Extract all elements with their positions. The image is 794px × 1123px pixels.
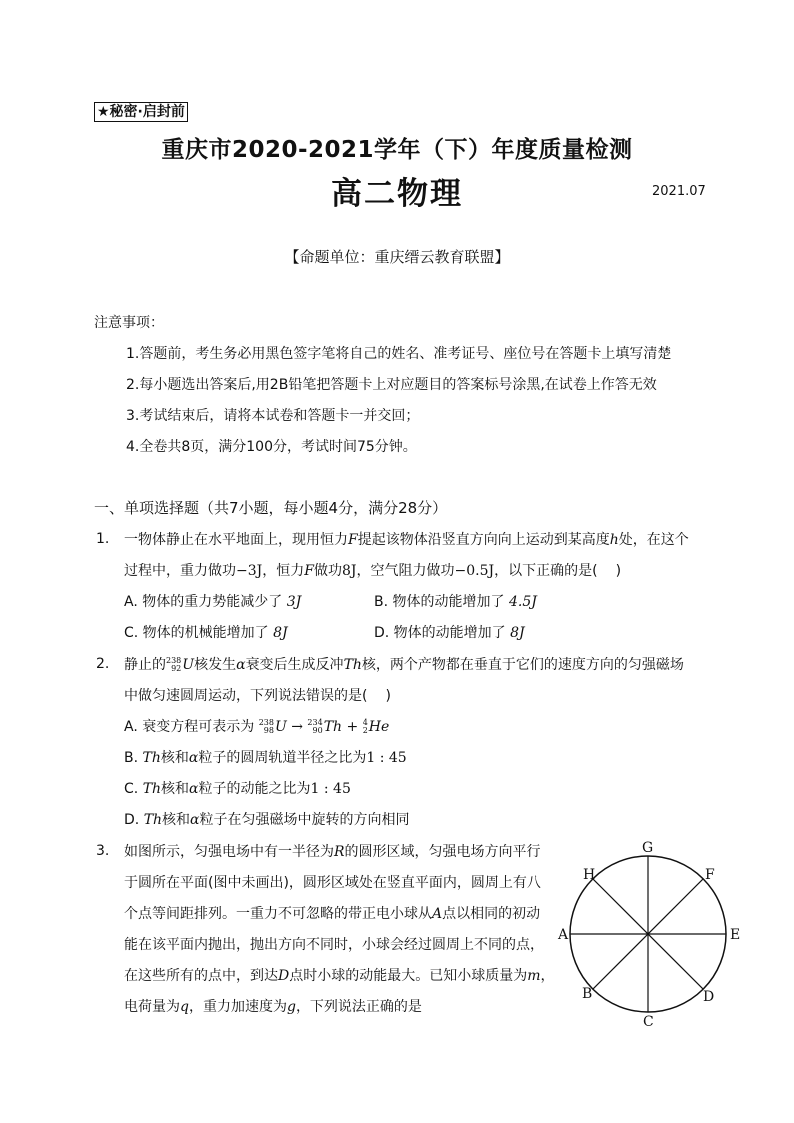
notice-title: 注意事项： (94, 315, 164, 331)
var-h: h (609, 532, 619, 548)
label-b: B (582, 986, 593, 1002)
text: 在这些所有的点中，到达 (124, 968, 278, 984)
label-c: C (643, 1014, 654, 1030)
charge-number: 92 (171, 664, 182, 673)
text: 静止的 (124, 657, 166, 673)
var-m: m (527, 968, 541, 984)
question-2-line-2 (124, 685, 391, 705)
symbol-Th: Th (343, 657, 362, 673)
exam-title: 重庆市2020-2021学年（下）年度质量检测 (161, 137, 633, 163)
text: 个点等间距排列。一重力不可忽略的带正电小球从 (124, 906, 432, 922)
option-b[interactable] (374, 591, 537, 611)
arrow: → (291, 719, 303, 735)
notice-item: 3.考试结束后，请将本试卷和答题卡一并交回； (126, 408, 420, 424)
var-F: F (348, 532, 358, 548)
isotope-index (259, 719, 274, 735)
option-c[interactable] (124, 778, 351, 798)
option-d[interactable] (124, 809, 410, 829)
var-g: g (286, 999, 296, 1015)
text: 处，在这个 (618, 532, 689, 548)
question-3-line-3 (124, 903, 540, 923)
option-label: D. 物体的动能增加了 (374, 625, 506, 641)
question-number: 3. (96, 843, 110, 859)
symbol-Th: Th (143, 812, 163, 828)
option-label: A. 物体的重力势能减少了 (124, 594, 283, 610)
text: 衰变后生成反冲 (245, 657, 344, 673)
exam-date: 2021.07 (652, 184, 706, 199)
circle-diagram (550, 838, 750, 1033)
question-3-line-2: 于圆所在平面(图中未画出)，圆形区域处在竖直平面内，圆周上有八 (124, 875, 541, 891)
text: 中做匀速圆周运动，下列说法错误的是( (124, 688, 368, 704)
symbol-alpha: α (236, 657, 246, 673)
symbol-U: U (182, 657, 195, 673)
text: 粒子的动能之比为 (198, 781, 311, 797)
label-e: E (730, 927, 741, 943)
subject-title: 高二物理 (331, 176, 463, 212)
ratio: 1 : 45 (366, 750, 407, 766)
question-number: 2. (96, 656, 110, 672)
question-3-line-6 (124, 996, 422, 1016)
option-value: 8J (273, 625, 288, 641)
option-label: B. (124, 750, 139, 766)
notice-item: 1.答题前，考生务必用黑色签字笔将自己的姓名、准考证号、座位号在答题卡上填写清楚 (126, 346, 672, 362)
mass-number: 238 (166, 656, 182, 665)
text: ，空气阻力做功 (356, 563, 455, 579)
symbol-alpha: α (188, 750, 199, 766)
text: 核发生 (194, 657, 237, 673)
question-3-line-5 (124, 965, 555, 985)
notice-item: 4.全卷共8页，满分100分，考试时间75分钟。 (126, 439, 417, 455)
option-label: D. (124, 812, 140, 828)
option-label: B. 物体的动能增加了 (374, 594, 505, 610)
text: 核和 (161, 781, 190, 797)
mass-number: 234 (307, 718, 323, 727)
option-value: 3J (286, 594, 302, 610)
text: 核，两个产物都在垂直于它们的速度方向的匀强磁场 (361, 657, 684, 673)
text: 核和 (162, 812, 191, 828)
plus: + (346, 719, 359, 735)
symbol-alpha: α (189, 781, 199, 797)
text: 粒子在匀强磁场中旋转的方向相同 (199, 812, 410, 828)
symbol-alpha: α (190, 812, 200, 828)
isotope-index (363, 719, 368, 735)
symbol-Th: Th (142, 750, 161, 766)
question-1-line-2 (124, 560, 621, 580)
text: ) (615, 563, 622, 579)
option-d[interactable] (374, 622, 525, 642)
question-3-line-4: 能在该平面内抛出，抛出方向不同时，小球会经过圆周上不同的点， (124, 937, 544, 953)
symbol-U: U (274, 719, 287, 735)
symbol-Th: Th (142, 781, 162, 797)
question-1-line-1 (124, 529, 689, 549)
text: 一物体静止在水平地面上，现用恒力 (124, 532, 348, 548)
question-number: 1. (96, 531, 110, 547)
symbol-He: He (368, 719, 390, 735)
ratio: 1 : 45 (310, 781, 351, 797)
isotope-index (166, 657, 181, 673)
text: ，重力加速度为 (188, 999, 287, 1015)
text: ，恒力 (262, 563, 305, 579)
label-d: D (703, 989, 715, 1005)
option-label: A. 衰变方程可表示为 (124, 719, 255, 735)
label-h: H (583, 867, 596, 883)
text: 如图所示，匀强电场中有一半径为 (124, 844, 334, 860)
text: 电荷量为 (124, 999, 180, 1015)
mass-number: 4 (362, 718, 368, 727)
question-3-line-1 (124, 841, 541, 861)
text: 提起该物体沿竖直方向向上运动到某高度 (357, 532, 610, 548)
text: 粒子的圆周轨道半径之比为 (198, 750, 367, 766)
author-unit: 【命题单位：重庆缙云教育联盟】 (284, 248, 510, 266)
charge-number: 2 (362, 726, 368, 735)
charge-number: 90 (312, 726, 323, 735)
text: ， (540, 968, 555, 984)
text: 点时小球的动能最大。已知小球质量为 (289, 968, 528, 984)
label-f: F (705, 867, 715, 883)
text: 点以相同的初动 (442, 906, 541, 922)
var-F: F (304, 563, 314, 579)
section-title: 一、单项选择题（共7小题，每小题4分，满分28分） (94, 499, 448, 517)
text: 的圆形区域，匀强电场方向平行 (344, 844, 541, 860)
option-label: C. 物体的机械能增加了 (124, 625, 269, 641)
isotope-index (307, 719, 322, 735)
text: ，下列说法正确的是 (295, 999, 422, 1015)
notice-item: 2.每小题选出答案后,用2B铅笔把答题卡上对应题目的答案标号涂黑,在试卷上作答无效 (126, 377, 657, 393)
option-a[interactable] (124, 716, 389, 736)
text: ) (385, 688, 391, 704)
question-2-line-1 (124, 654, 684, 674)
option-value: 4.5J (508, 594, 537, 610)
option-c[interactable] (124, 622, 288, 642)
option-value: 8J (510, 625, 525, 641)
charge-number: 98 (263, 726, 274, 735)
var-q: q (180, 999, 189, 1015)
option-b[interactable] (124, 747, 407, 767)
value-air-work: −0.5J (454, 563, 495, 579)
text: 核和 (160, 750, 189, 766)
text: 过程中，重力做功 (124, 563, 236, 579)
value-force-work: 8J (341, 563, 357, 579)
option-label: C. (124, 781, 139, 797)
point-D: D (278, 968, 290, 984)
secret-label: ★秘密·启封前 (94, 102, 188, 122)
label-a: A (558, 927, 569, 943)
option-a[interactable] (124, 591, 301, 611)
mass-number: 238 (258, 718, 274, 727)
text: 做功 (313, 563, 342, 579)
value-gravity-work: −3J (236, 563, 263, 579)
point-A: A (432, 906, 443, 922)
text: ，以下正确的是( (494, 563, 598, 579)
label-g: G (642, 840, 654, 856)
var-R: R (334, 844, 345, 860)
symbol-Th: Th (323, 719, 343, 735)
